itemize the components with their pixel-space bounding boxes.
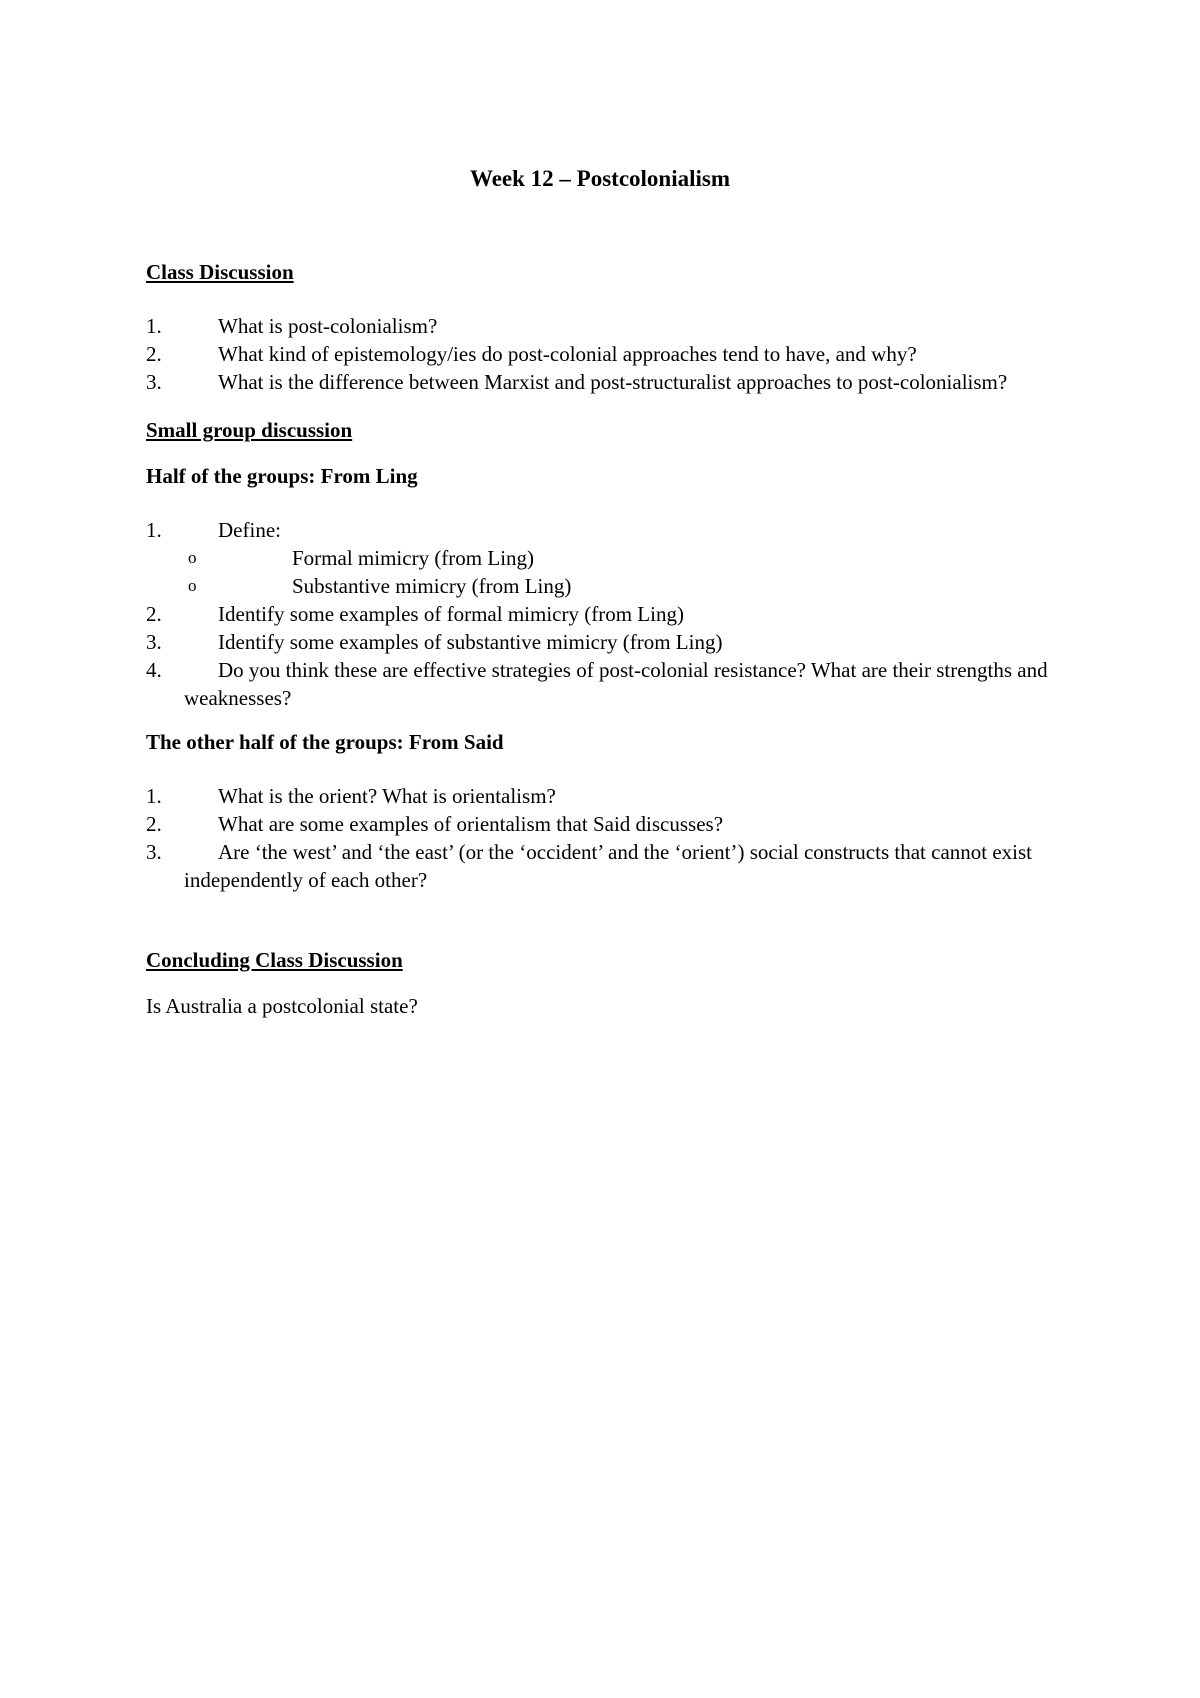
group-a-heading: Half of the groups: From Ling bbox=[146, 464, 418, 488]
list-item bbox=[146, 312, 1066, 340]
item-text: What is the orient? What is orientalism? bbox=[218, 784, 556, 808]
list-item bbox=[146, 340, 1066, 368]
class-discussion-list bbox=[146, 312, 1066, 396]
item-text: Are ‘the west’ and ‘the east’ (or the ‘occident’ and the ‘orient’) social constructs that cannot exist independently of each other? bbox=[184, 840, 1033, 892]
item-text: Identify some examples of substantive mimicry (from Ling) bbox=[218, 630, 723, 654]
item-text: What is the difference between Marxist and post-structuralist approaches to post-colonialism? bbox=[218, 370, 1008, 394]
group-b-heading: The other half of the groups: From Said bbox=[146, 730, 504, 754]
sub-item-text: Formal mimicry (from Ling) bbox=[292, 546, 535, 570]
item-number: 2. bbox=[146, 342, 162, 366]
list-item bbox=[146, 628, 1066, 656]
item-number: 3. bbox=[146, 630, 162, 654]
sub-list-item bbox=[146, 544, 1066, 572]
item-text: Do you think these are effective strategies of post-colonial resistance? What are their strengths and weaknesses? bbox=[184, 658, 1048, 710]
list-item bbox=[146, 368, 1066, 396]
item-number: 4. bbox=[146, 658, 162, 682]
list-item bbox=[146, 656, 1066, 712]
list-item bbox=[146, 810, 1066, 838]
list-item bbox=[146, 600, 1066, 628]
sub-list-item bbox=[146, 572, 1066, 600]
group-a-list bbox=[146, 516, 1066, 712]
concluding-heading: Concluding Class Discussion bbox=[146, 948, 403, 972]
list-item bbox=[146, 838, 1066, 894]
item-number: 1. bbox=[146, 314, 162, 338]
bullet-icon: o bbox=[188, 548, 197, 567]
sub-item-text: Substantive mimicry (from Ling) bbox=[292, 574, 572, 598]
item-text: What kind of epistemology/ies do post-colonial approaches tend to have, and why? bbox=[218, 342, 917, 366]
item-number: 2. bbox=[146, 602, 162, 626]
item-text: What is post-colonialism? bbox=[218, 314, 438, 338]
item-number: 1. bbox=[146, 518, 162, 542]
item-number: 2. bbox=[146, 812, 162, 836]
item-number: 3. bbox=[146, 840, 162, 864]
list-item bbox=[146, 782, 1066, 810]
item-text: Identify some examples of formal mimicry (from Ling) bbox=[218, 602, 684, 626]
concluding-question: Is Australia a postcolonial state? bbox=[146, 994, 418, 1018]
small-group-heading: Small group discussion bbox=[146, 418, 353, 442]
class-discussion-heading: Class Discussion bbox=[146, 260, 294, 284]
list-item bbox=[146, 516, 1066, 544]
document-body bbox=[146, 258, 1066, 1020]
item-number: 3. bbox=[146, 370, 162, 394]
group-b-list bbox=[146, 782, 1066, 894]
page-title: Week 12 – Postcolonialism bbox=[469, 166, 731, 191]
bullet-icon: o bbox=[188, 576, 197, 595]
item-text: What are some examples of orientalism that Said discusses? bbox=[218, 812, 724, 836]
item-text: Define: bbox=[218, 518, 281, 542]
item-number: 1. bbox=[146, 784, 162, 808]
